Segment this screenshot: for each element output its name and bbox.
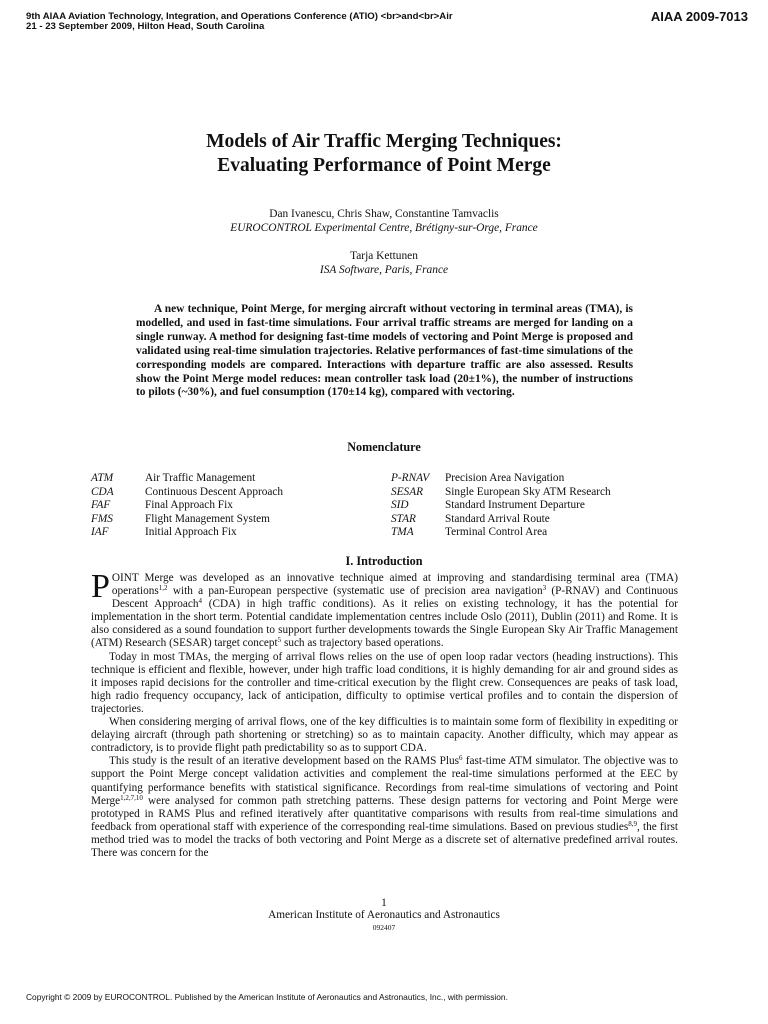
abbreviation: ATM bbox=[91, 472, 114, 484]
footer-organization: American Institute of Aeronautics and Astronautics bbox=[268, 909, 500, 921]
introduction-heading: I. Introduction bbox=[345, 554, 423, 568]
text-run: were analysed for common path stretching patterns. These design patterns for vectoring and Point Merge were prototyped in RAMS Plus and refined iteratively after quantitative comparisons with results from real-time simulations and feedback from operational staff with experience of the corresponding real-time simulations. Based on previous studies bbox=[91, 794, 678, 833]
definition: Final Approach Fix bbox=[145, 499, 233, 512]
page-number: 1 bbox=[381, 897, 387, 909]
author-names: Tarja Kettunen bbox=[350, 250, 418, 262]
abbreviation: FMS bbox=[91, 512, 113, 525]
intro-paragraph-4 bbox=[91, 755, 678, 860]
citation: 4 bbox=[198, 597, 203, 606]
text-run: , the first method tried was to model the tracks of both vectoring and Point Merge as a discrete set of alternative predefined arrival routes. There was concern for the bbox=[91, 820, 678, 859]
citation: 8,9 bbox=[628, 819, 637, 828]
abbreviation: STAR bbox=[391, 512, 416, 525]
nomenclature-right-column bbox=[391, 472, 611, 540]
intro-paragraph-3: When considering merging of arrival flows, one of the key difficulties is to maintain some form of flexibility in expediting or delaying aircraft (through path shortening or stretching) so as to maintain capacity. Another difficulty, which may appear as contradictory, is to provide flight path predictability so as to support CDA. bbox=[91, 716, 678, 755]
nomenclature-entry bbox=[91, 486, 283, 500]
nomenclature-entry bbox=[391, 486, 611, 500]
nomenclature-left-column bbox=[91, 472, 283, 540]
nomenclature-entry bbox=[91, 513, 283, 527]
abbreviation: FAF bbox=[91, 499, 111, 512]
citation: 1,2 bbox=[158, 584, 168, 593]
definition: Standard Instrument Departure bbox=[445, 499, 585, 512]
text-run: (CDA) in high traffic conditions). As it relies on existing technology, it has the potential for implementation in the short term. Potential candidate implementation centres include Oslo (2011), Dublin (2011) and Rome. It is also considered as a sound foundation to support further developments towards the Single European Sky Air Traffic Management (ATM) Research (SESAR) target concept bbox=[91, 598, 678, 650]
intro-paragraph-2: Today in most TMAs, the merging of arrival flows relies on the use of open loop radar vectors (heading instructions). This technique is efficient and flexible, however, under high traffic load conditions, it is highly demanding for air and ground sides as it imposes rapid decisions for the controller and time-critical execution by the flight crew. Consequences are peaks of task load, high radio frequency occupancy, lack of anticipation, difficulty to optimise vertical profiles and to contain the dispersion of trajectories. bbox=[91, 650, 678, 715]
nomenclature-entry bbox=[91, 499, 283, 513]
author-block-2 bbox=[0, 249, 768, 277]
abbreviation: CDA bbox=[91, 485, 114, 498]
abbreviation: IAF bbox=[91, 526, 109, 539]
definition: Terminal Control Area bbox=[445, 526, 548, 539]
nomenclature-entry bbox=[391, 526, 611, 540]
introduction-body bbox=[91, 568, 678, 860]
author-affiliation: ISA Software, Paris, France bbox=[319, 264, 449, 276]
paper-id: AIAA 2009-7013 bbox=[650, 9, 748, 24]
paper-title bbox=[0, 130, 768, 178]
text-run: with a pan-European perspective (systematic use of precision area navigation bbox=[167, 585, 543, 598]
abbreviation: SESAR bbox=[391, 485, 423, 498]
definition: Flight Management System bbox=[145, 512, 270, 525]
definition: Precision Area Navigation bbox=[445, 472, 565, 484]
intro-paragraph-1 bbox=[91, 568, 678, 651]
conference-header bbox=[26, 12, 453, 32]
nomenclature-entry bbox=[391, 472, 611, 486]
footer-code: 092407 bbox=[372, 923, 396, 932]
definition: Standard Arrival Route bbox=[445, 512, 550, 525]
citation: 3 bbox=[542, 584, 547, 593]
citation: 6 bbox=[459, 754, 463, 763]
nomenclature-entry bbox=[91, 472, 283, 486]
title-line-2: Evaluating Performance of Point Merge bbox=[217, 155, 551, 176]
copyright-notice: Copyright © 2009 by EUROCONTROL. Published by the American Institute of Aeronautics and Astronautics, Inc., with permission. bbox=[26, 992, 508, 1002]
nomenclature-heading: Nomenclature bbox=[347, 440, 421, 454]
citation: 1,2,7,10 bbox=[120, 793, 143, 802]
conference-line-1: 9th AIAA Aviation Technology, Integration, and Operations Conference (ATIO) <br>and<br>Air bbox=[26, 11, 453, 22]
abbreviation: SID bbox=[391, 499, 409, 512]
nomenclature-entry bbox=[391, 513, 611, 527]
definition: Air Traffic Management bbox=[145, 472, 256, 484]
nomenclature-entry bbox=[91, 526, 283, 540]
text-run: OINT Merge was developed as an innovative technique aimed at improving and standardising terminal area (TMA) operations bbox=[111, 572, 678, 598]
drop-cap: P bbox=[91, 568, 110, 605]
nomenclature-entry bbox=[391, 499, 611, 513]
conference-line-2: 21 - 23 September 2009, Hilton Head, South Carolina bbox=[26, 21, 265, 32]
author-block-1 bbox=[0, 207, 768, 235]
text-run: such as trajectory based operations. bbox=[281, 637, 444, 650]
title-line-1: Models of Air Traffic Merging Techniques: bbox=[206, 131, 562, 152]
definition: Continuous Descent Approach bbox=[145, 485, 284, 498]
definition: Initial Approach Fix bbox=[145, 526, 237, 539]
text-run: This study is the result of an iterative development based on the RAMS Plus bbox=[109, 755, 460, 768]
text-run: fast-time ATM simulator. The objective was to support the Point Merge concept validation activities and complement the real-time simulations performed at the EEC by quantifying performance benefits with statistical significance. Recordings from real-time simulations of vectoring and Point Merge bbox=[91, 755, 678, 807]
text-run: (P-RNAV) and Continuous Descent Approach bbox=[111, 585, 678, 611]
citation: 5 bbox=[277, 636, 282, 645]
author-names: Dan Ivanescu, Chris Shaw, Constantine Tamvaclis bbox=[269, 208, 499, 220]
abstract: A new technique, Point Merge, for merging aircraft without vectoring in terminal areas (TMA), is modelled, and used in fast-time simulations. Four arrival traffic streams are merged for landing on a single runway. A method for designing fast-time models of vectoring and Point Merge is proposed and validated using real-time simulation trajectories. Relative performances of fast-time simulations of the corresponding models are compared. Interactions with departure traffic are also assessed. Results show the Point Merge model reduces: mean controller task load (20±1%), the number of instructions to pilots (~30%), and fuel consumption (170±14 kg), compared with vectoring. bbox=[136, 303, 633, 399]
definition: Single European Sky ATM Research bbox=[445, 485, 611, 498]
author-affiliation: EUROCONTROL Experimental Centre, Brétigny-sur-Orge, France bbox=[230, 222, 538, 234]
abbreviation: TMA bbox=[391, 526, 414, 539]
abbreviation: P-RNAV bbox=[391, 472, 430, 484]
